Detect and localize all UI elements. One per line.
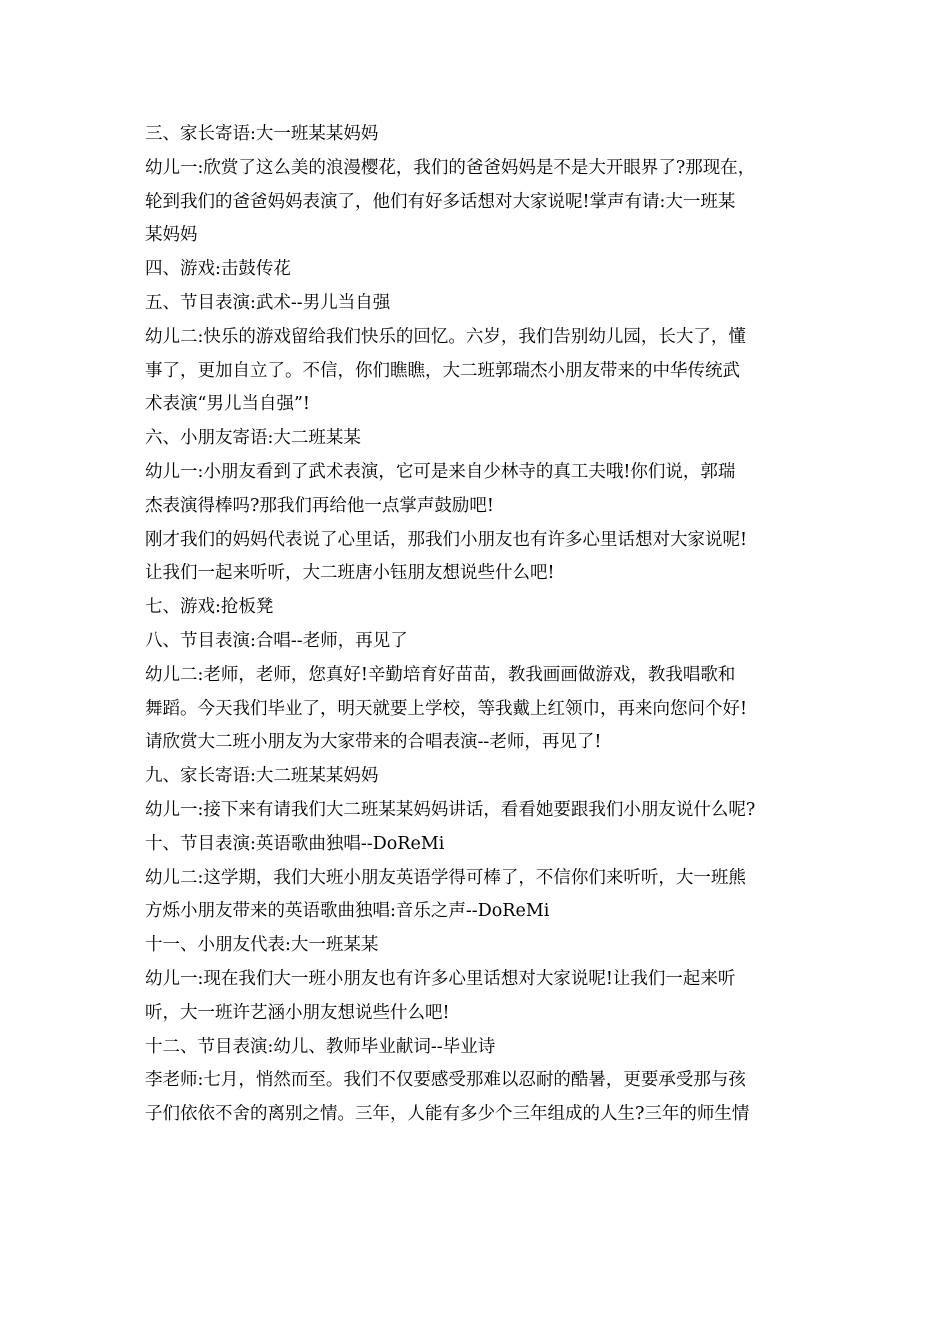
text-line: 李老师:七月，悄然而至。我们不仅要感受那难以忍耐的酷暑，更要承受那与孩 bbox=[145, 1070, 746, 1091]
text-line: 十二、节目表演:幼儿、教师毕业献词--毕业诗 bbox=[145, 1036, 496, 1057]
text-line: 三、家长寄语:大一班某某妈妈 bbox=[145, 124, 379, 144]
text-line: 幼儿二:这学期，我们大班小朋友英语学得可棒了，不信你们来听听，大一班熊 bbox=[145, 867, 746, 888]
text-line: 某妈妈 bbox=[145, 225, 198, 246]
text-line: 方烁小朋友带来的英语歌曲独唱:音乐之声--DoReMi bbox=[145, 901, 550, 922]
text-line: 舞蹈。今天我们毕业了，明天就要上学校，等我戴上红领巾，再来向您问个好! bbox=[145, 698, 748, 719]
text-line: 十、节目表演:英语歌曲独唱--DoReMi bbox=[145, 833, 445, 854]
text-line: 事了，更加自立了。不信，你们瞧瞧，大二班郭瑞杰小朋友带来的中华传统武 bbox=[145, 360, 740, 381]
text-line: 四、游戏:击鼓传花 bbox=[145, 259, 291, 280]
text-line: 术表演“男儿当自强”! bbox=[145, 394, 310, 415]
text-line: 九、家长寄语:大二班某某妈妈 bbox=[145, 766, 379, 787]
text-line: 请欣赏大二班小朋友为大家带来的合唱表演--老师，再见了! bbox=[145, 732, 602, 753]
text-line: 让我们一起来听听，大二班唐小钰朋友想说些什么吧! bbox=[145, 563, 555, 584]
text-line: 幼儿二:老师，老师，您真好!辛勤培育好苗苗，教我画画做游戏，教我唱歌和 bbox=[145, 664, 736, 685]
text-line: 杰表演得棒吗?那我们再给他一点掌声鼓励吧! bbox=[145, 495, 494, 516]
text-line: 七、游戏:抢板凳 bbox=[145, 597, 274, 618]
text-line: 幼儿一:欣赏了这么美的浪漫樱花，我们的爸爸妈妈是不是大开眼界了?那现在， bbox=[145, 157, 756, 178]
text-line: 幼儿二:快乐的游戏留给我们快乐的回忆。六岁，我们告别幼儿园，长大了，懂 bbox=[145, 326, 746, 347]
text-line: 听，大一班许艺涵小朋友想说些什么吧! bbox=[145, 1002, 450, 1023]
text-line: 六、小朋友寄语:大二班某某 bbox=[145, 428, 361, 449]
text-line: 八、节目表演:合唱--老师，再见了 bbox=[145, 630, 408, 651]
text-line: 幼儿一:小朋友看到了武术表演，它可是来自少林寺的真工夫哦!你们说，郭瑞 bbox=[145, 461, 736, 482]
text-line: 子们依依不舍的离别之情。三年，人能有多少个三年组成的人生?三年的师生情 bbox=[145, 1104, 750, 1125]
text-line: 轮到我们的爸爸妈妈表演了，他们有好多话想对大家说呢!掌声有请:大一班某 bbox=[145, 191, 736, 212]
text-line: 五、节目表演:武术--男儿当自强 bbox=[145, 292, 391, 313]
text-line: 幼儿一:现在我们大一班小朋友也有许多心里话想对大家说呢!让我们一起来听 bbox=[145, 968, 736, 989]
text-line: 幼儿一:接下来有请我们大二班某某妈妈讲话，看看她要跟我们小朋友说什么呢? bbox=[145, 799, 756, 820]
document-body bbox=[145, 118, 825, 1132]
text-line: 十一、小朋友代表:大一班某某 bbox=[145, 935, 379, 956]
text-line: 刚才我们的妈妈代表说了心里话，那我们小朋友也有许多心里话想对大家说呢! bbox=[145, 529, 748, 550]
